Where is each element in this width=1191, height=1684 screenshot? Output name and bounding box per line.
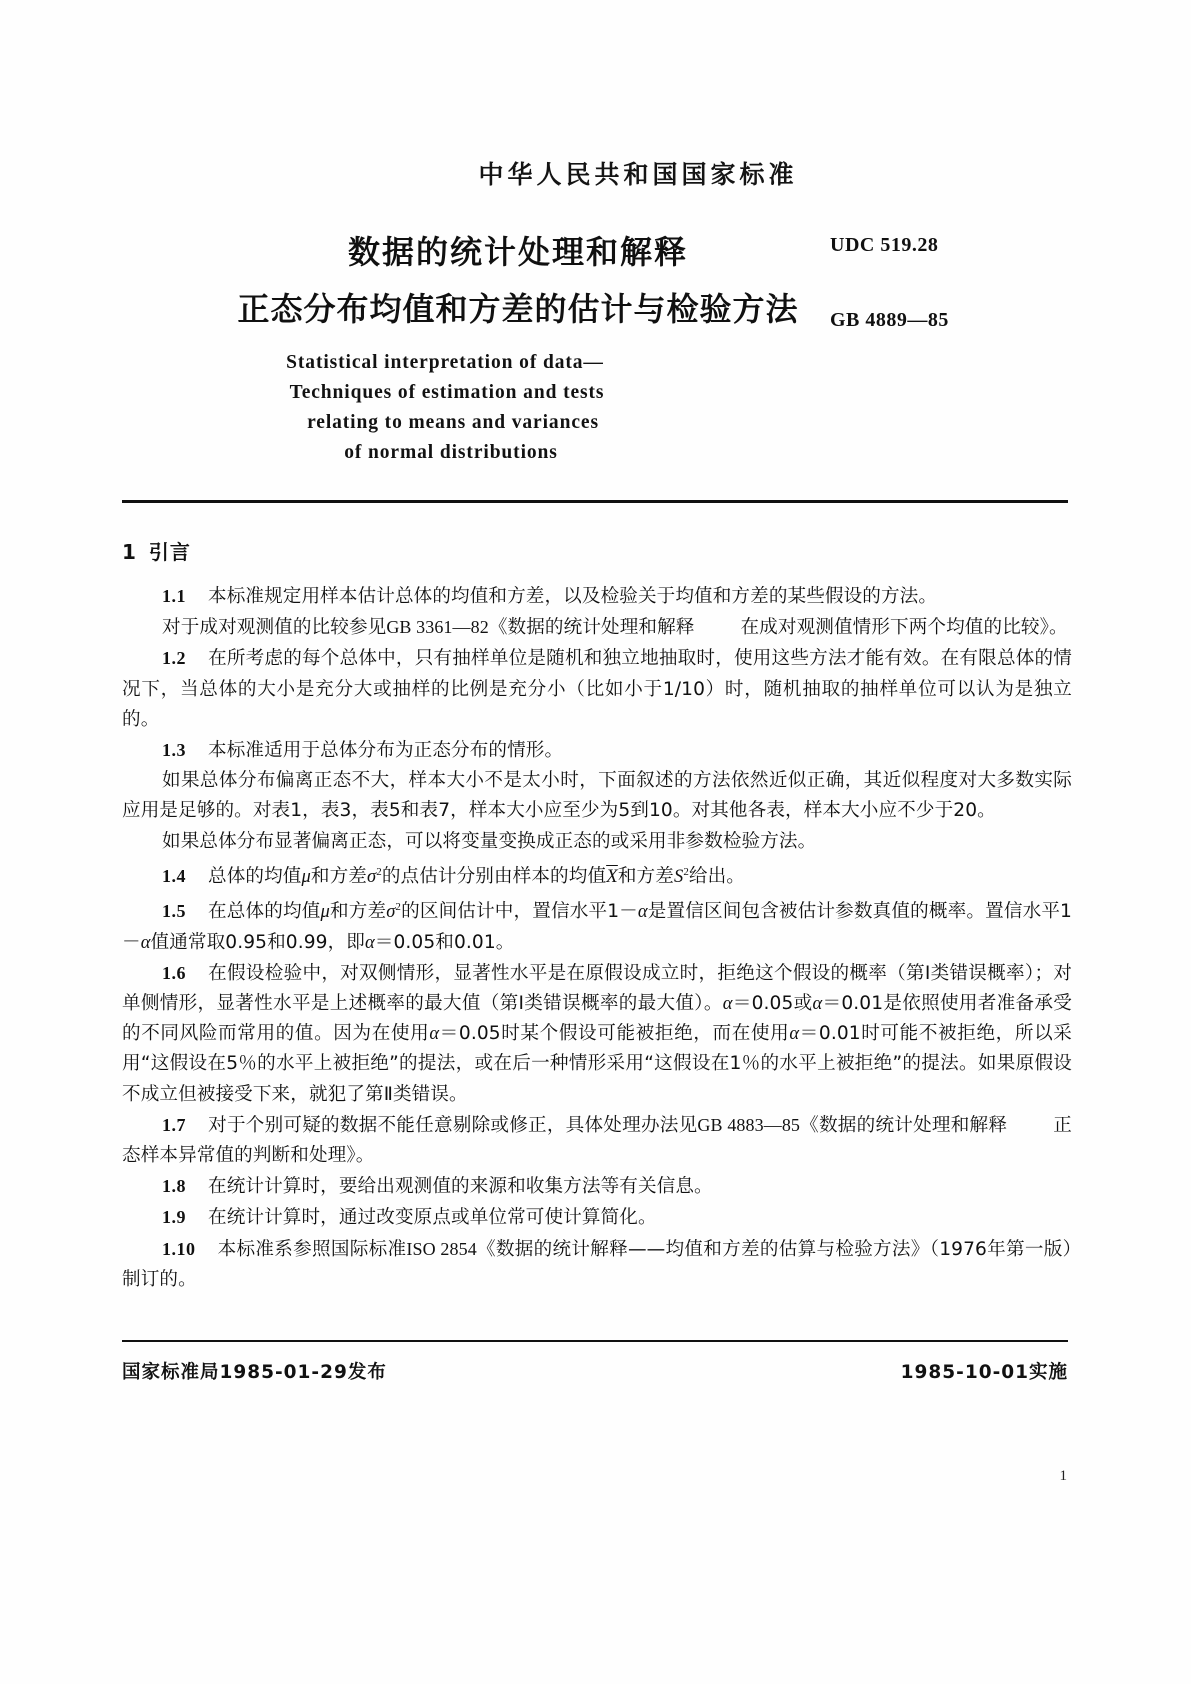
clause-1-10-part-2: 《数据的统计解释——均值和方差的估算与检验方法》（1976年第一版）制订的。 <box>122 1238 1072 1290</box>
english-title-group <box>118 348 778 468</box>
clause-1-4-label: 1.4 <box>162 866 186 887</box>
symbol-s-exponent: 2 <box>683 865 689 878</box>
clause-1-2-label: 1.2 <box>162 648 186 669</box>
chinese-title-main: 数据的统计处理和解释 <box>347 233 688 271</box>
document-body <box>122 536 1072 1295</box>
footer-divider-rule <box>122 1340 1068 1342</box>
symbol-alpha: α <box>722 994 733 1015</box>
clause-1-6-text-5: ＝0.01时可能不被拒绝，所以采用“这假设在5％的水平上被拒绝”的提法，或在后一种情形采用“这假设在1％的水平上被拒绝”的提法。如果原假设不成立但被接受下来，就犯了第Ⅱ类错误。 <box>122 1023 1072 1105</box>
clause-1-4-text-1: 总体的均值 <box>208 866 302 888</box>
clause-1-8 <box>122 1171 1072 1202</box>
clause-1-8-label: 1.8 <box>162 1176 186 1197</box>
clause-1-6 <box>122 958 1072 1110</box>
clause-1-10-label: 1.10 <box>162 1238 196 1259</box>
note-part-2: 《数据的统计处理和解释 <box>488 617 695 639</box>
clause-1-5-text-6: ＝0.05和0.01。 <box>374 931 515 953</box>
clause-1-7-part-2: 《数据的统计处理和解释 <box>800 1114 1008 1136</box>
section-heading <box>122 536 1072 565</box>
symbol-alpha: α <box>140 932 151 953</box>
english-title-line-3: relating to means and variances <box>307 412 599 433</box>
note-reference-gb3361: GB 3361—82 <box>386 617 489 638</box>
symbol-s: S <box>673 867 684 888</box>
clause-1-1 <box>122 581 1072 612</box>
note-part-1: 对于成对观测值的比较参见 <box>162 617 387 639</box>
issue-date: 国家标准局1985-01-29发布 <box>122 1362 387 1383</box>
header-divider-rule <box>122 500 1068 503</box>
clause-1-5-text-2: 和方差 <box>329 901 387 923</box>
clause-1-10-reference-iso2854: ISO 2854 <box>406 1238 477 1259</box>
section-number: 1 <box>122 540 137 564</box>
clause-1-3-text: 本标准适用于总体分布为正态分布的情形。 <box>208 740 564 762</box>
national-standard-header: 中华人民共和国国家标准 <box>478 160 798 189</box>
symbol-sigma: σ <box>366 867 377 888</box>
symbol-x-bar: $\overline{X}$ <box>606 866 618 888</box>
note-part-3: 在成对观测值情形下两个均值的比较》。 <box>740 617 1068 639</box>
clause-1-4-text-5: 给出。 <box>688 866 746 888</box>
clause-1-3 <box>122 735 1072 766</box>
clause-1-2 <box>122 643 1072 735</box>
clause-1-10 <box>122 1234 1072 1295</box>
clause-1-7-reference-gb4883: GB 4883—85 <box>697 1114 801 1135</box>
symbol-mu: μ <box>320 902 330 923</box>
clause-1-6-label: 1.6 <box>162 962 186 983</box>
chinese-title-sub: 正态分布均值和方差的估计与检验方法 <box>237 290 799 328</box>
symbol-sigma-exponent: 2 <box>376 865 382 878</box>
clause-1-7-part-1: 对于个别可疑的数据不能任意剔除或修正，具体处理办法见 <box>208 1114 698 1136</box>
masthead <box>118 155 1078 191</box>
section-title: 引言 <box>148 540 191 564</box>
symbol-mu: μ <box>301 867 311 888</box>
clause-1-6-text-4: ＝0.05时某个假设可能被拒绝，而在使用 <box>439 1023 790 1045</box>
clause-1-3-label: 1.3 <box>162 740 186 761</box>
clause-1-1-text: 本标准规定用样本估计总体的均值和方差，以及检验关于均值和方差的某些假设的方法。 <box>208 586 938 607</box>
clause-1-5-text-3: 的区间估计中，置信水平1－ <box>401 901 638 923</box>
symbol-alpha: α <box>812 994 823 1015</box>
clause-1-6-text-1: 在假设检验中，对双侧情形，显著性水平是在原假设成立时，拒绝这个假设的概率（第Ⅰ类错误概率）；对单侧情形，显著性水平是上述概率的最大值（第Ⅰ类错误概率的最大值）。 <box>122 962 1072 1015</box>
clause-1-7-part-3: 正态样本异常值的判断和处理》。 <box>122 1114 1072 1167</box>
page-footer <box>122 1358 1068 1384</box>
clause-1-9-label: 1.9 <box>162 1207 186 1228</box>
clause-1-3-paragraph-1: 如果总体分布偏离正态不大，样本大小不是太小时，下面叙述的方法依然近似正确，其近似程度对大多数实际应用是足够的。对表1，表3，表5和表7，样本大小应至少为5到10。对其他各表，样本大小应不少于20。 <box>122 770 1072 822</box>
clause-1-4 <box>122 857 1072 892</box>
clause-1-5 <box>122 892 1072 958</box>
symbol-alpha: α <box>637 902 648 923</box>
clause-1-7 <box>122 1110 1072 1171</box>
clause-1-6-text-3: ＝0.01是依照使用者准备承受的不同风险而常用的值。因为在使用 <box>122 993 1072 1045</box>
symbol-alpha: α <box>364 932 375 953</box>
english-title-line-2: Techniques of estimation and tests <box>289 382 605 403</box>
english-title-line-4: of normal distributions <box>344 442 558 463</box>
page-number: 1 <box>1059 1468 1067 1484</box>
code-group <box>830 234 1060 332</box>
udc-code: UDC 519.28 <box>830 234 939 256</box>
clause-1-7-label: 1.7 <box>162 1114 186 1135</box>
symbol-alpha: α <box>789 1024 800 1045</box>
clause-1-9 <box>122 1202 1072 1233</box>
effective-date: 1985-10-01实施 <box>900 1362 1068 1383</box>
clause-1-5-text-4: 是置信区间包含被估计参数真值的概率。置信水平1－ <box>122 901 1072 953</box>
clause-1-10-part-1: 本标准系参照国际标准 <box>217 1238 407 1260</box>
clause-1-1-note <box>122 612 1072 643</box>
symbol-sigma: σ <box>386 902 396 923</box>
clause-1-5-label: 1.5 <box>162 901 186 922</box>
clause-1-1-label: 1.1 <box>162 586 186 606</box>
standard-number: GB 4889—85 <box>830 309 949 331</box>
clause-1-4-text-4: 和方差 <box>617 866 674 888</box>
symbol-sigma-exponent: 2 <box>395 901 402 914</box>
clause-1-5-text-1: 在总体的均值 <box>208 901 321 923</box>
clause-1-9-text: 在统计计算时，通过改变原点或单位常可使计算简化。 <box>208 1207 657 1229</box>
clause-1-2-text: 在所考虑的每个总体中，只有抽样单位是随机和独立地抽取时，使用这些方法才能有效。在有限总体的情况下，当总体的大小是充分大或抽样的比例是充分小（比如小于1/10）时，随机抽取的抽样单位可以认为是独立的。 <box>122 648 1072 730</box>
clause-1-3-paragraph-2: 如果总体分布显著偏离正态，可以将变量变换成正态的或采用非参数检验方法。 <box>162 830 817 852</box>
title-block <box>118 228 1078 343</box>
clause-1-6-text-2: ＝0.05或 <box>732 993 813 1015</box>
clause-1-4-text-3: 的点估计分别由样本的均值 <box>381 866 607 888</box>
clause-1-8-text: 在统计计算时，要给出观测值的来源和收集方法等有关信息。 <box>208 1176 713 1198</box>
chinese-title-group <box>198 228 838 334</box>
clause-1-5-text-5: 值通常取0.95和0.99，即 <box>150 931 365 953</box>
english-title-line-1: Statistical interpretation of data— <box>286 352 604 373</box>
clause-1-4-text-2: 和方差 <box>310 866 367 888</box>
symbol-alpha: α <box>429 1024 440 1045</box>
